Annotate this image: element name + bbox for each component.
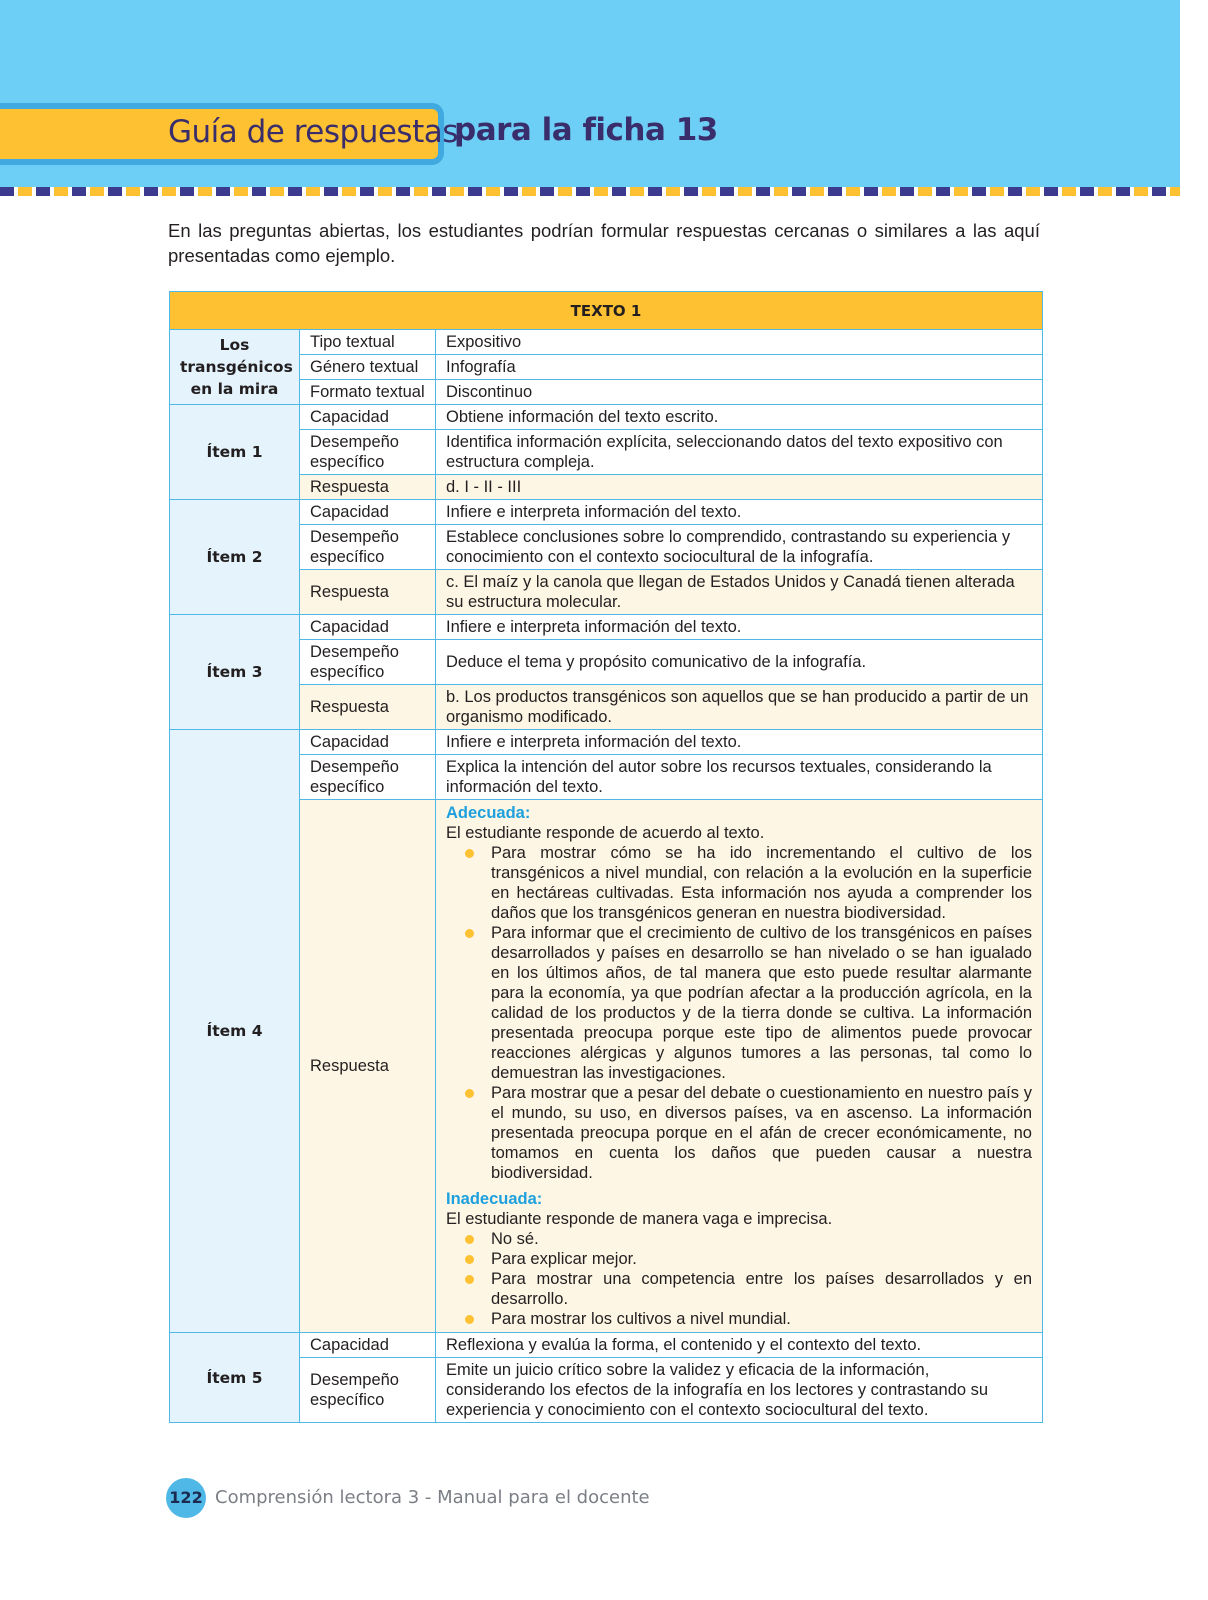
- desempeno-value: Establece conclusiones sobre lo comprendido, contrastando su experiencia y conocimiento con el contexto sociocultural de la infografía.: [436, 525, 1043, 570]
- table-row: [170, 355, 1043, 380]
- capacidad-label: Capacidad: [300, 500, 436, 525]
- capacidad-label: Capacidad: [300, 405, 436, 430]
- page-title: Guía de respuestas: [168, 114, 458, 150]
- capacidad-label: Capacidad: [300, 615, 436, 640]
- table-row: [170, 570, 1043, 615]
- table-row: [170, 640, 1043, 685]
- respuesta-label: Respuesta: [300, 800, 436, 1333]
- table-row: [170, 755, 1043, 800]
- row-value: Discontinuo: [436, 380, 1043, 405]
- adecuada-list: [446, 843, 1032, 1183]
- item-5-label: Ítem 5: [170, 1333, 300, 1423]
- row-label: Género textual: [300, 355, 436, 380]
- table-row: [170, 1333, 1043, 1358]
- row-value: Expositivo: [436, 330, 1043, 355]
- list-item: Para mostrar una competencia entre los países desarrollados y en desarrollo.: [491, 1270, 1032, 1308]
- table-row: [170, 330, 1043, 355]
- respuesta-label: Respuesta: [300, 570, 436, 615]
- intro-paragraph: En las preguntas abiertas, los estudiantes podrían formular respuestas cercanas o similares a las aquí presentadas como ejemplo.: [168, 220, 1040, 266]
- desempeno-label: Desempeño específico: [300, 1358, 436, 1423]
- table-row: [170, 500, 1043, 525]
- row-value: Infografía: [436, 355, 1043, 380]
- respuesta-label: Respuesta: [300, 685, 436, 730]
- table-row: [170, 615, 1043, 640]
- desempeno-label: Desempeño específico: [300, 430, 436, 475]
- capacidad-value: Infiere e interpreta información del texto.: [436, 730, 1043, 755]
- table-row: [170, 430, 1043, 475]
- list-item: Para mostrar cómo se ha ido incrementando el cultivo de los transgénicos a nivel mundial, con relación a la evolución en la superficie en hectáreas cultivadas. Esta información nos ayuda a comprender los daños que los transgénicos generan en nuestra biodiversidad.: [491, 844, 1032, 922]
- respuesta-value: d. I - II - III: [436, 475, 1043, 500]
- page-subtitle: para la ficha 13: [454, 112, 718, 148]
- desempeno-value: Explica la intención del autor sobre los recursos textuales, considerando la información del texto.: [436, 755, 1043, 800]
- list-item: Para mostrar los cultivos a nivel mundial.: [491, 1309, 1032, 1329]
- table-row: [170, 1358, 1043, 1423]
- adecuada-title: Adecuada:: [446, 804, 531, 822]
- desempeno-value: Deduce el tema y propósito comunicativo de la infografía.: [436, 640, 1043, 685]
- table-row: [170, 800, 1043, 1333]
- table-row: [170, 405, 1043, 430]
- capacidad-value: Obtiene información del texto escrito.: [436, 405, 1043, 430]
- text-group-name: Los transgénicos en la mira: [170, 330, 300, 405]
- respuesta-value: b. Los productos transgénicos son aquellos que se han producido a partir de un organismo modificado.: [436, 685, 1043, 730]
- page-number: 122: [166, 1478, 206, 1518]
- desempeno-value: Emite un juicio crítico sobre la validez y eficacia de la información, considerando los efectos de la infografía en los lectores y contrastando su experiencia y conocimiento con el contexto sociocultural del texto.: [436, 1358, 1043, 1423]
- inadecuada-list: [446, 1229, 1032, 1329]
- answer-table: [169, 291, 1043, 1423]
- list-item: Para mostrar que a pesar del debate o cuestionamiento en nuestro país y el mundo, su uso, en diversos países, va en ascenso. La información presentada preocupa porque en el afán de crecer económicamente, no tomamos en cuenta los daños que pueden causar a nuestra biodiversidad.: [491, 1084, 1032, 1182]
- row-label: Tipo textual: [300, 330, 436, 355]
- capacidad-label: Capacidad: [300, 1333, 436, 1358]
- table-row: [170, 475, 1043, 500]
- capacidad-value: Infiere e interpreta información del texto.: [436, 615, 1043, 640]
- list-item: No sé.: [491, 1229, 1032, 1249]
- inadecuada-title: Inadecuada:: [446, 1190, 543, 1208]
- list-item: Para explicar mejor.: [491, 1249, 1032, 1269]
- table-header: TEXTO 1: [170, 292, 1043, 330]
- desempeno-label: Desempeño específico: [300, 525, 436, 570]
- desempeno-label: Desempeño específico: [300, 640, 436, 685]
- desempeno-value: Identifica información explícita, seleccionando datos del texto expositivo con estructura compleja.: [436, 430, 1043, 475]
- table-row: [170, 685, 1043, 730]
- inadecuada-intro: El estudiante responde de manera vaga e imprecisa.: [446, 1210, 833, 1228]
- respuesta-value: [436, 800, 1043, 1333]
- capacidad-value: Infiere e interpreta información del texto.: [436, 500, 1043, 525]
- item-1-label: Ítem 1: [170, 405, 300, 500]
- desempeno-label: Desempeño específico: [300, 755, 436, 800]
- item-4-label: Ítem 4: [170, 730, 300, 1333]
- table-row: [170, 730, 1043, 755]
- respuesta-value: c. El maíz y la canola que llegan de Estados Unidos y Canadá tienen alterada su estructura molecular.: [436, 570, 1043, 615]
- item-2-label: Ítem 2: [170, 500, 300, 615]
- capacidad-label: Capacidad: [300, 730, 436, 755]
- respuesta-label: Respuesta: [300, 475, 436, 500]
- header-stripe: [0, 187, 1180, 196]
- book-title: Comprensión lectora 3 - Manual para el docente: [215, 1487, 650, 1508]
- item-3-label: Ítem 3: [170, 615, 300, 730]
- table-row: [170, 380, 1043, 405]
- table-header-row: [170, 292, 1043, 330]
- table-row: [170, 525, 1043, 570]
- row-label: Formato textual: [300, 380, 436, 405]
- list-item: Para informar que el crecimiento de cultivo de los transgénicos en países desarrollados y países en desarrollo se han nivelado o se han igualado en los últimos años, de tal manera que esto puede resultar alarmante para la economía, ya que podrían afectar a la producción agrícola, en la calidad de los productos y de la tierra donde se cultiva. La información presentada preocupa porque este tipo de alimentos puede provocar reacciones alérgicas y algunos tumores a las personas, tal como lo demuestran las investigaciones.: [491, 924, 1032, 1082]
- capacidad-value: Reflexiona y evalúa la forma, el contenido y el contexto del texto.: [436, 1333, 1043, 1358]
- adecuada-intro: El estudiante responde de acuerdo al texto.: [446, 824, 765, 842]
